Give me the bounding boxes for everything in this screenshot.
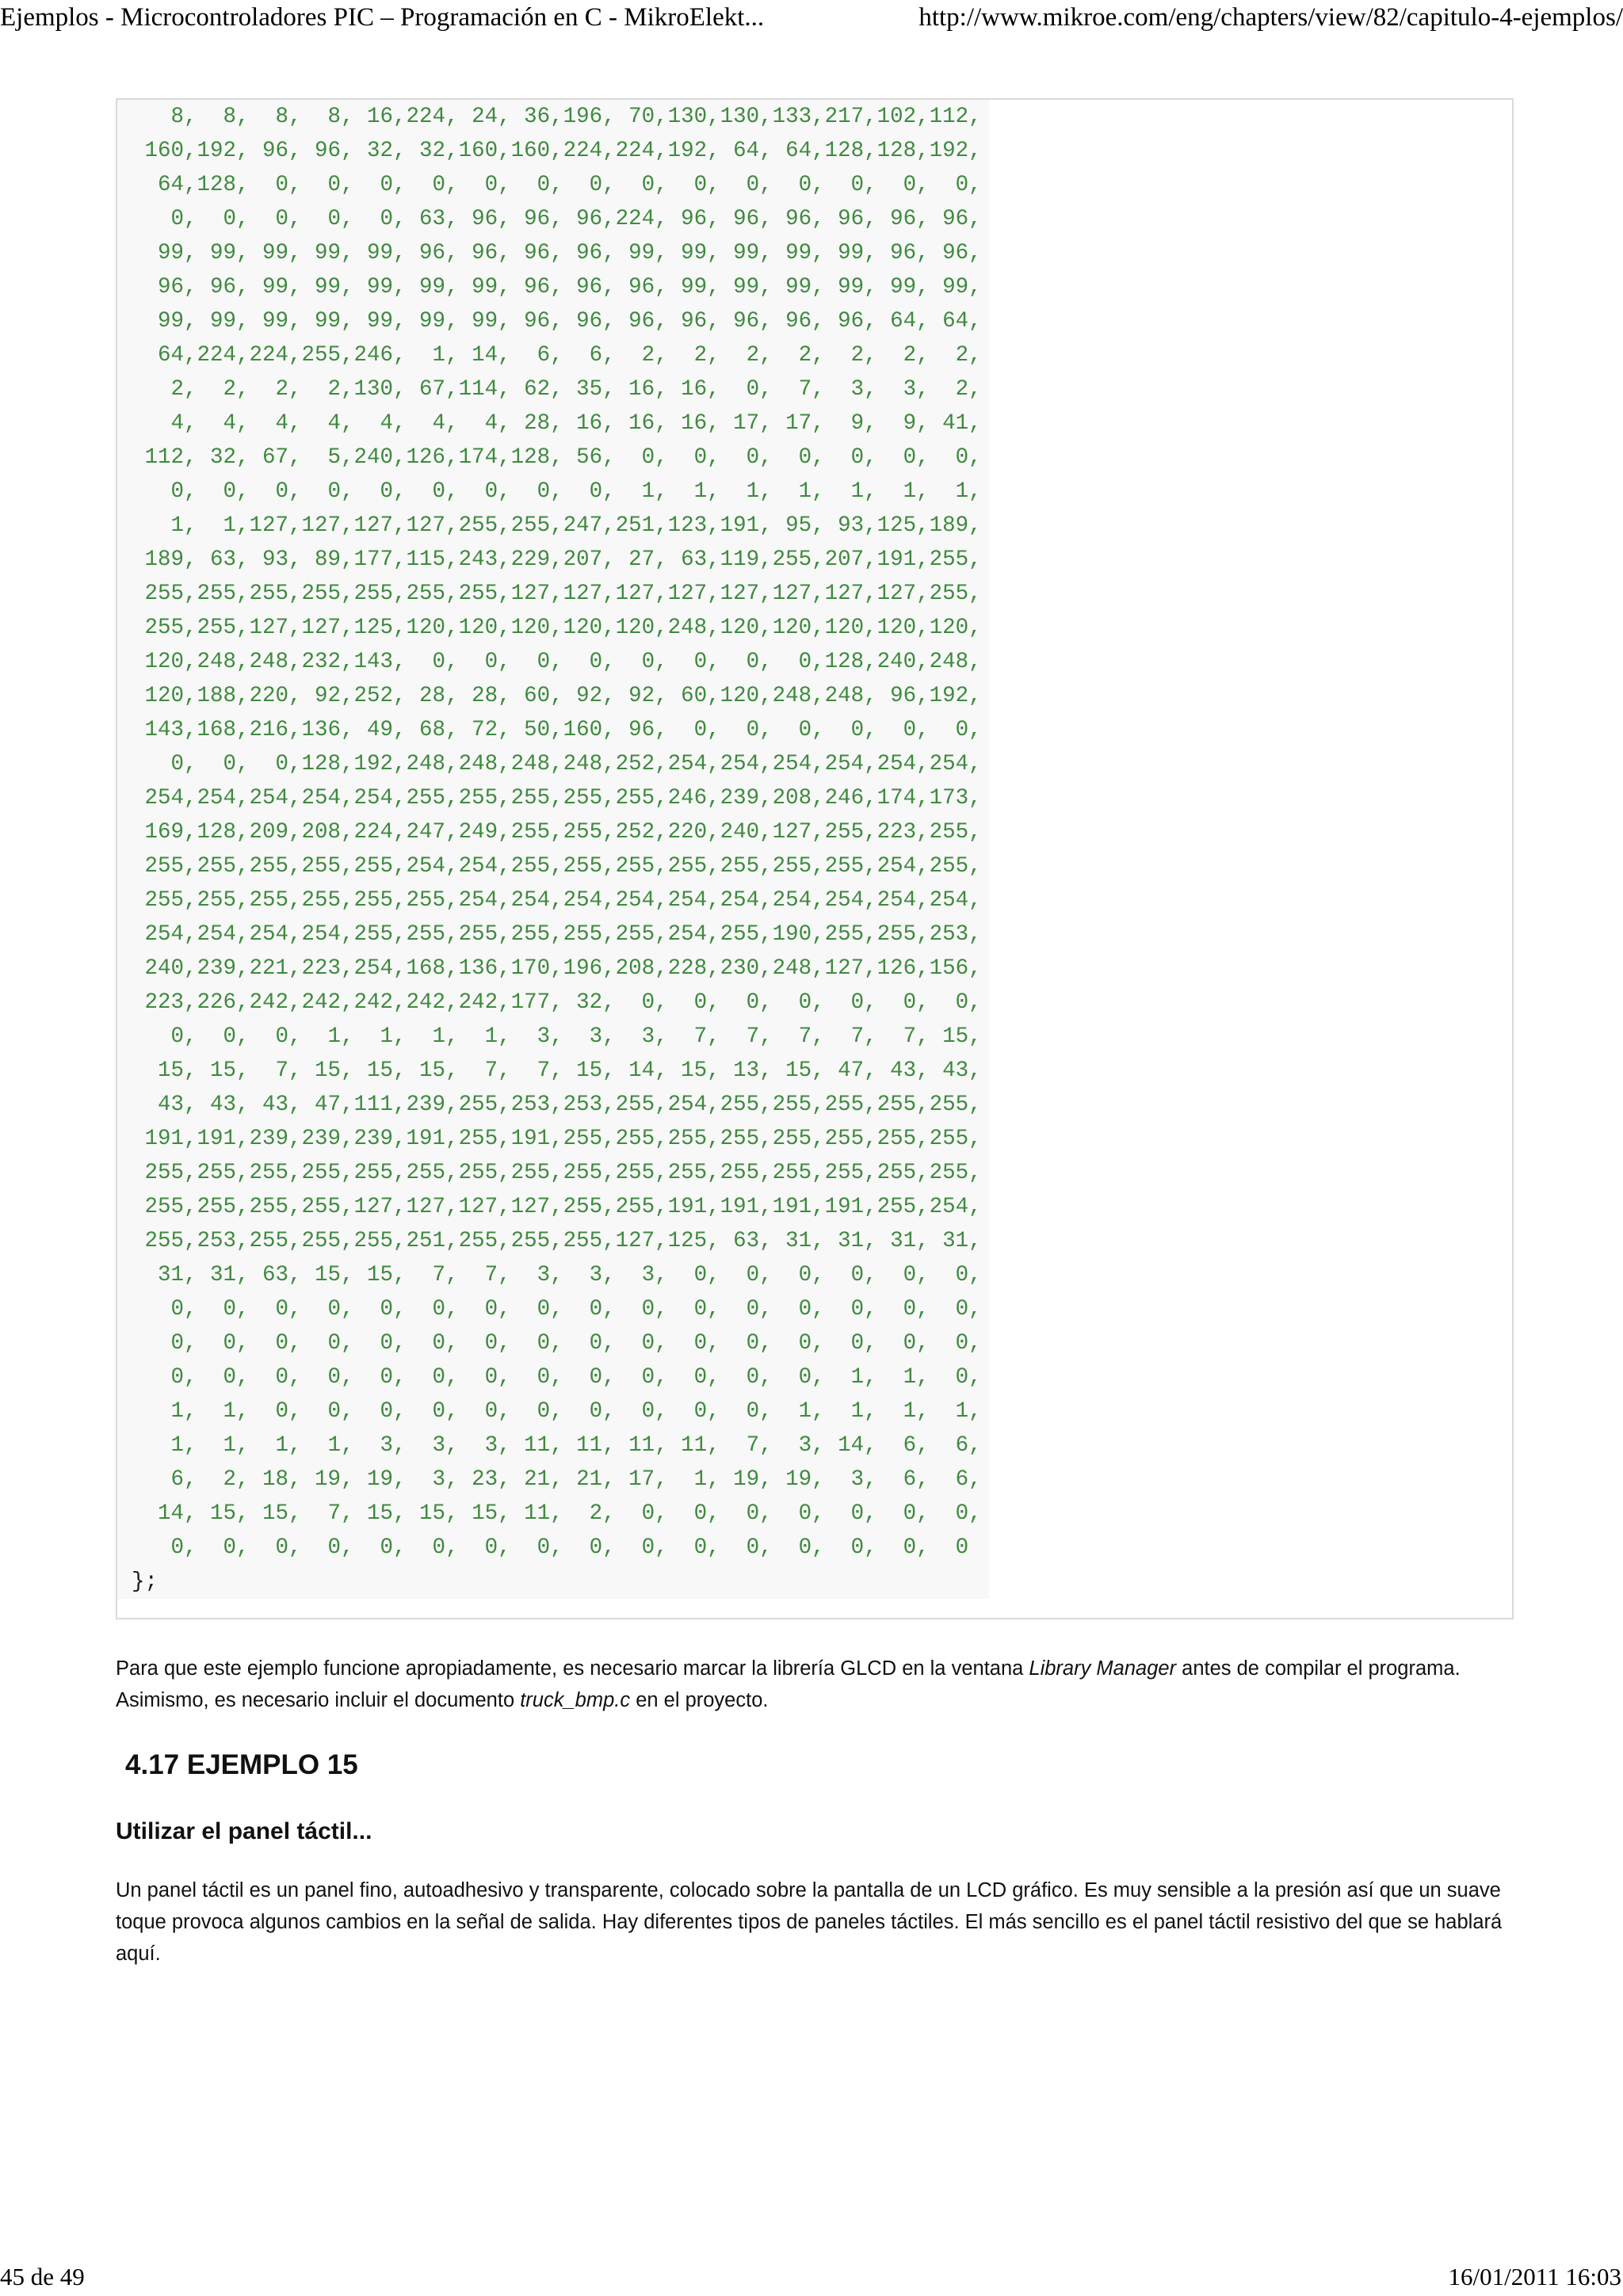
truck-bmp-filename: truck_bmp.c — [520, 1689, 631, 1711]
code-line: 255,255,255,255,255,255,255,255,255,255,255,255,255,255,255,255, — [132, 1161, 982, 1185]
page-url: http://www.mikroe.com/eng/chapters/view/82/capitulo-4-ejemplos/ — [918, 3, 1623, 32]
code-line: 255,255,255,255,255,255,254,254,254,254,254,254,254,254,254,254, — [132, 888, 982, 913]
code-line: 0, 0, 0, 0, 0, 0, 0, 0, 0, 0, 0, 0, 0, 1, 1, 0, — [132, 1365, 982, 1390]
code-line: 1, 1, 1, 1, 3, 3, 3, 11, 11, 11, 11, 7, 3, 14, 6, 6, — [132, 1433, 982, 1458]
code-line: 255,255,127,127,125,120,120,120,120,120,248,120,120,120,120,120, — [132, 616, 982, 640]
code-block — [116, 98, 1514, 1619]
code-line: 254,254,254,254,255,255,255,255,255,255,254,255,190,255,255,253, — [132, 922, 982, 947]
code-line: 6, 2, 18, 19, 19, 3, 23, 21, 21, 17, 1, 19, 19, 3, 6, 6, — [132, 1467, 982, 1492]
code-line: 99, 99, 99, 99, 99, 99, 99, 96, 96, 96, 96, 96, 96, 96, 64, 64, — [132, 309, 982, 334]
page-number: 45 de 49 — [0, 2263, 85, 2290]
print-header — [0, 0, 1623, 41]
code-line: 254,254,254,254,254,255,255,255,255,255,246,239,208,246,174,173, — [132, 786, 982, 810]
code-line: 0, 0, 0, 0, 0, 0, 0, 0, 0, 1, 1, 1, 1, 1, 1, 1, — [132, 479, 982, 504]
note-text-1: Para que este ejemplo funcione apropiadamente, es necesario marcar la librería GLCD en la ventana — [116, 1657, 1029, 1680]
section-heading: 4.17 EJEMPLO 15 — [125, 1749, 358, 1780]
code-line: 0, 0, 0,128,192,248,248,248,248,252,254,254,254,254,254,254, — [132, 752, 982, 776]
page-title: Ejemplos - Microcontroladores PIC – Programación en C - MikroElekt... — [0, 3, 765, 32]
code-line: 0, 0, 0, 0, 0, 0, 0, 0, 0, 0, 0, 0, 0, 0, 0, 0 — [132, 1535, 969, 1560]
code-line: 15, 15, 7, 15, 15, 15, 7, 7, 15, 14, 15, 13, 15, 47, 43, 43, — [132, 1058, 982, 1083]
library-note-paragraph — [116, 1653, 1518, 1716]
code-line: 4, 4, 4, 4, 4, 4, 4, 28, 16, 16, 16, 17, 17, 9, 9, 41, — [132, 411, 982, 436]
print-footer — [0, 2261, 1623, 2296]
code-line: 255,255,255,255,255,254,254,255,255,255,255,255,255,255,254,255, — [132, 854, 982, 879]
code-line: 14, 15, 15, 7, 15, 15, 15, 11, 2, 0, 0, 0, 0, 0, 0, 0, — [132, 1501, 982, 1526]
code-line: 64,224,224,255,246, 1, 14, 6, 6, 2, 2, 2, 2, 2, 2, 2, — [132, 343, 982, 368]
code-line: 99, 99, 99, 99, 99, 96, 96, 96, 96, 99, 99, 99, 99, 99, 96, 96, — [132, 241, 982, 265]
code-line: 169,128,209,208,224,247,249,255,255,252,220,240,127,255,223,255, — [132, 820, 982, 845]
code-line: 0, 0, 0, 0, 0, 63, 96, 96, 96,224, 96, 96, 96, 96, 96, 96, — [132, 207, 982, 231]
code-line: 189, 63, 93, 89,177,115,243,229,207, 27, 63,119,255,207,191,255, — [132, 547, 982, 572]
code-line: 43, 43, 43, 47,111,239,255,253,253,255,254,255,255,255,255,255, — [132, 1093, 982, 1117]
code-line: 31, 31, 63, 15, 15, 7, 7, 3, 3, 3, 0, 0, 0, 0, 0, 0, — [132, 1263, 982, 1287]
code-line: 64,128, 0, 0, 0, 0, 0, 0, 0, 0, 0, 0, 0, 0, 0, 0, — [132, 173, 982, 197]
touch-panel-paragraph: Un panel táctil es un panel fino, autoadhesivo y transparente, colocado sobre la pantalla de un LCD gráfico. Es muy sensible a la presión así que un suave toque provoca algunos cambios en la señal de salida. Hay diferentes tipos de paneles táctiles. El más sencillo es el panel táctil resistivo del que se hablará aquí. — [116, 1879, 1503, 1965]
section-subheading: Utilizar el panel táctil... — [116, 1818, 372, 1844]
note-text-3: en el proyecto. — [630, 1689, 769, 1711]
code-line: 0, 0, 0, 0, 0, 0, 0, 0, 0, 0, 0, 0, 0, 0, 0, 0, — [132, 1297, 982, 1322]
code-line: 120,188,220, 92,252, 28, 28, 60, 92, 92, 60,120,248,248, 96,192, — [132, 684, 982, 708]
code-line: 255,253,255,255,255,251,255,255,255,127,125, 63, 31, 31, 31, 31, — [132, 1229, 982, 1253]
code-line: 255,255,255,255,255,255,255,127,127,127,127,127,127,127,127,255, — [132, 582, 982, 606]
code-line: 8, 8, 8, 8, 16,224, 24, 36,196, 70,130,130,133,217,102,112, — [132, 105, 982, 129]
code-line: 96, 96, 99, 99, 99, 99, 99, 96, 96, 96, 99, 99, 99, 99, 99, 99, — [132, 275, 982, 299]
code-lines — [117, 100, 989, 1599]
note-text-2: antes de compilar el programa. Asimismo, es necesario incluir el documento — [116, 1657, 1461, 1711]
code-line: 112, 32, 67, 5,240,126,174,128, 56, 0, 0, 0, 0, 0, 0, 0, — [132, 445, 982, 470]
code-line: 223,226,242,242,242,242,242,177, 32, 0, 0, 0, 0, 0, 0, 0, — [132, 990, 982, 1015]
code-line: 160,192, 96, 96, 32, 32,160,160,224,224,192, 64, 64,128,128,192, — [132, 139, 982, 163]
code-line: 1, 1,127,127,127,127,255,255,247,251,123,191, 95, 93,125,189, — [132, 513, 982, 538]
code-line: 191,191,239,239,239,191,255,191,255,255,255,255,255,255,255,255, — [132, 1127, 982, 1151]
code-line: 120,248,248,232,143, 0, 0, 0, 0, 0, 0, 0, 0,128,240,248, — [132, 650, 982, 674]
code-line: 0, 0, 0, 0, 0, 0, 0, 0, 0, 0, 0, 0, 0, 0, 0, 0, — [132, 1331, 982, 1356]
code-closing-line: }; — [132, 1569, 158, 1594]
code-line: 240,239,221,223,254,168,136,170,196,208,228,230,248,127,126,156, — [132, 956, 982, 981]
print-date: 16/01/2011 16:03 — [1448, 2263, 1621, 2290]
library-manager-text: Library Manager — [1029, 1657, 1177, 1680]
code-line: 143,168,216,136, 49, 68, 72, 50,160, 96, 0, 0, 0, 0, 0, 0, — [132, 718, 982, 742]
code-line: 1, 1, 0, 0, 0, 0, 0, 0, 0, 0, 0, 0, 1, 1, 1, 1, — [132, 1399, 982, 1424]
code-line: 0, 0, 0, 1, 1, 1, 1, 3, 3, 3, 7, 7, 7, 7, 7, 15, — [132, 1024, 982, 1049]
code-line: 255,255,255,255,127,127,127,127,255,255,191,191,191,191,255,254, — [132, 1195, 982, 1219]
code-line: 2, 2, 2, 2,130, 67,114, 62, 35, 16, 16, 0, 7, 3, 3, 2, — [132, 377, 982, 402]
